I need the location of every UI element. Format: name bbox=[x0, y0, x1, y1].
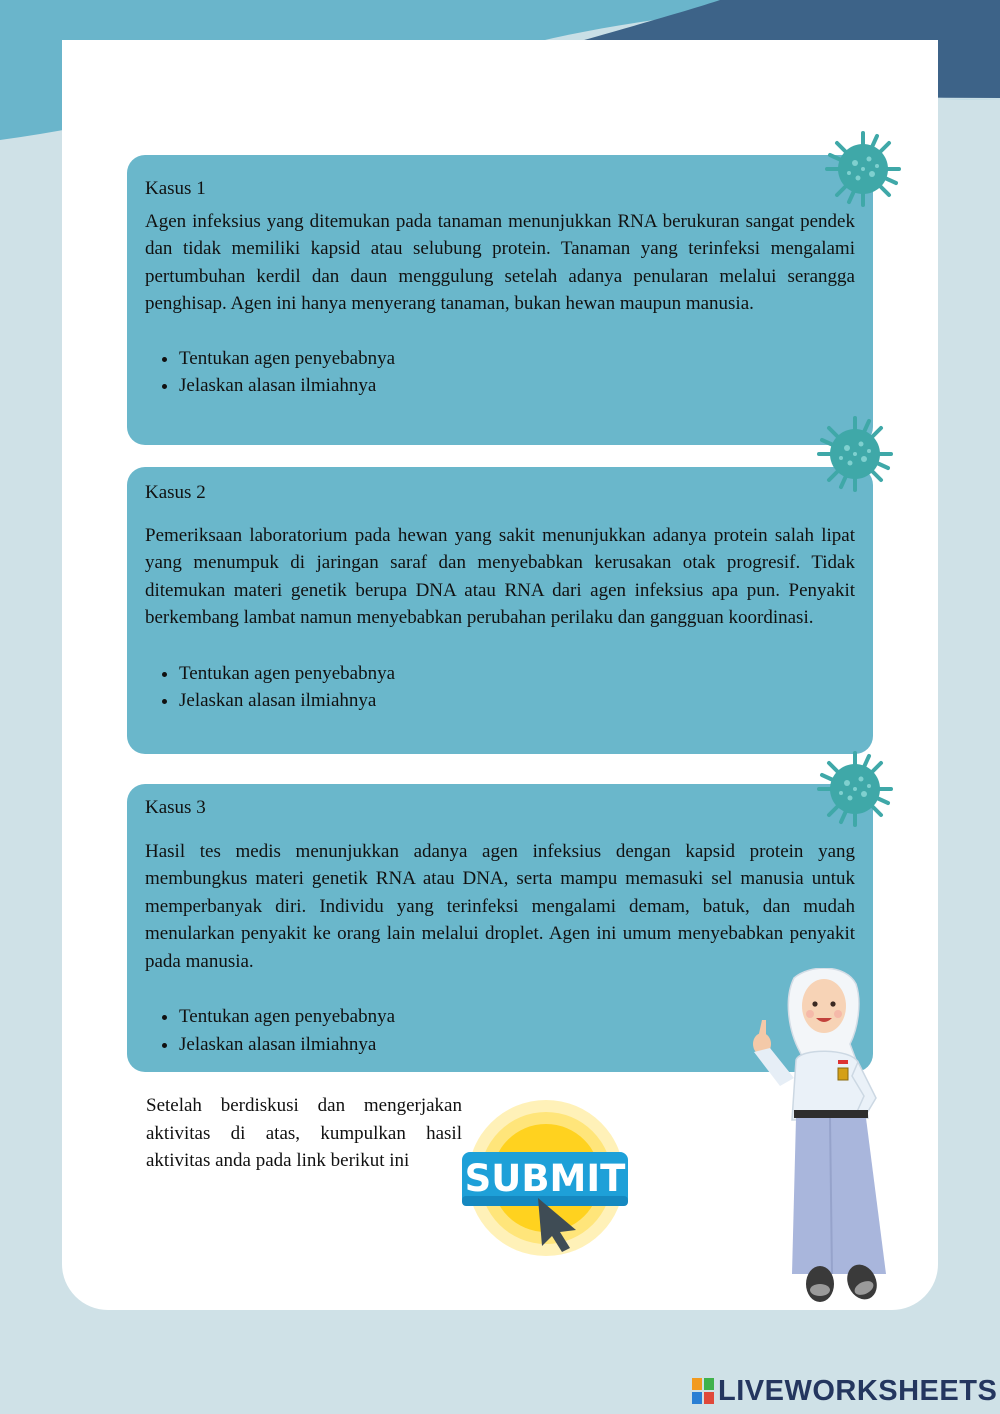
case-card-1 bbox=[127, 155, 873, 445]
cursor-arrow-icon bbox=[460, 1098, 632, 1258]
liveworksheets-logo-icon bbox=[692, 1378, 714, 1404]
virus-icon bbox=[814, 748, 896, 830]
case-title: Kasus 2 bbox=[145, 482, 206, 503]
case-title: Kasus 3 bbox=[145, 797, 206, 818]
task-item: • Jelaskan alasan ilmiahnya bbox=[179, 687, 855, 715]
brand-name: LIVEWORKSHEETS bbox=[718, 1374, 998, 1407]
task-list bbox=[145, 345, 855, 400]
student-illustration bbox=[740, 968, 910, 1314]
virus-icon bbox=[814, 413, 896, 495]
case-description: Agen infeksius yang ditemukan pada tanaman menunjukkan RNA berukuran sangat pendek dan tidak memiliki kapsid atau selubung protein. Tanaman yang terinfeksi mengalami pertumbuhan kerdil dan daun menggulung setelah adanya penularan melalui serangga penghisap. Agen ini hanya menyerang tanaman, bukan hewan maupun manusia. bbox=[145, 210, 855, 315]
task-item: • Tentukan agen penyebabnya bbox=[179, 345, 855, 373]
submit-label: SUBMIT bbox=[464, 1157, 626, 1200]
brand-footer bbox=[692, 1374, 997, 1408]
task-item: • Tentukan agen penyebabnya bbox=[179, 660, 855, 688]
task-item: • Jelaskan alasan ilmiahnya bbox=[179, 372, 855, 400]
task-item: • Jelaskan alasan ilmiahnya bbox=[179, 1031, 855, 1059]
case-card-2 bbox=[127, 467, 873, 754]
case-title: Kasus 1 bbox=[145, 178, 206, 199]
submit-button[interactable] bbox=[460, 1098, 632, 1258]
case-description: Hasil tes medis menunjukkan adanya agen infeksius dengan kapsid protein yang membungkus materi genetik RNA atau DNA, serta mampu memasuki sel manusia untuk memperbanyak diri. Individu yang terinfeksi mengalami demam, batuk, dan mudah menularkan penyakit ke orang lain melalui droplet. Agen ini umum menyebabkan penyakit pada manusia. bbox=[145, 840, 855, 972]
case-description: Pemeriksaan laboratorium pada hewan yang sakit menunjukkan adanya protein salah lipat yang menumpuk di jaringan saraf dan menyebabkan kerusakan otak progresif. Tidak ditemukan materi genetik berupa DNA atau RNA dari agen infeksius apa pun. Penyakit berkembang lambat namun menyebabkan perubahan perilaku dan gangguan koordinasi. bbox=[145, 524, 855, 629]
task-item: • Tentukan agen penyebabnya bbox=[179, 1003, 855, 1031]
task-list bbox=[145, 660, 855, 715]
virus-icon bbox=[822, 128, 904, 210]
closing-instruction: Setelah berdiskusi dan mengerjakan aktivitas di atas, kumpulkan hasil aktivitas anda pada link berikut ini bbox=[146, 1095, 462, 1171]
